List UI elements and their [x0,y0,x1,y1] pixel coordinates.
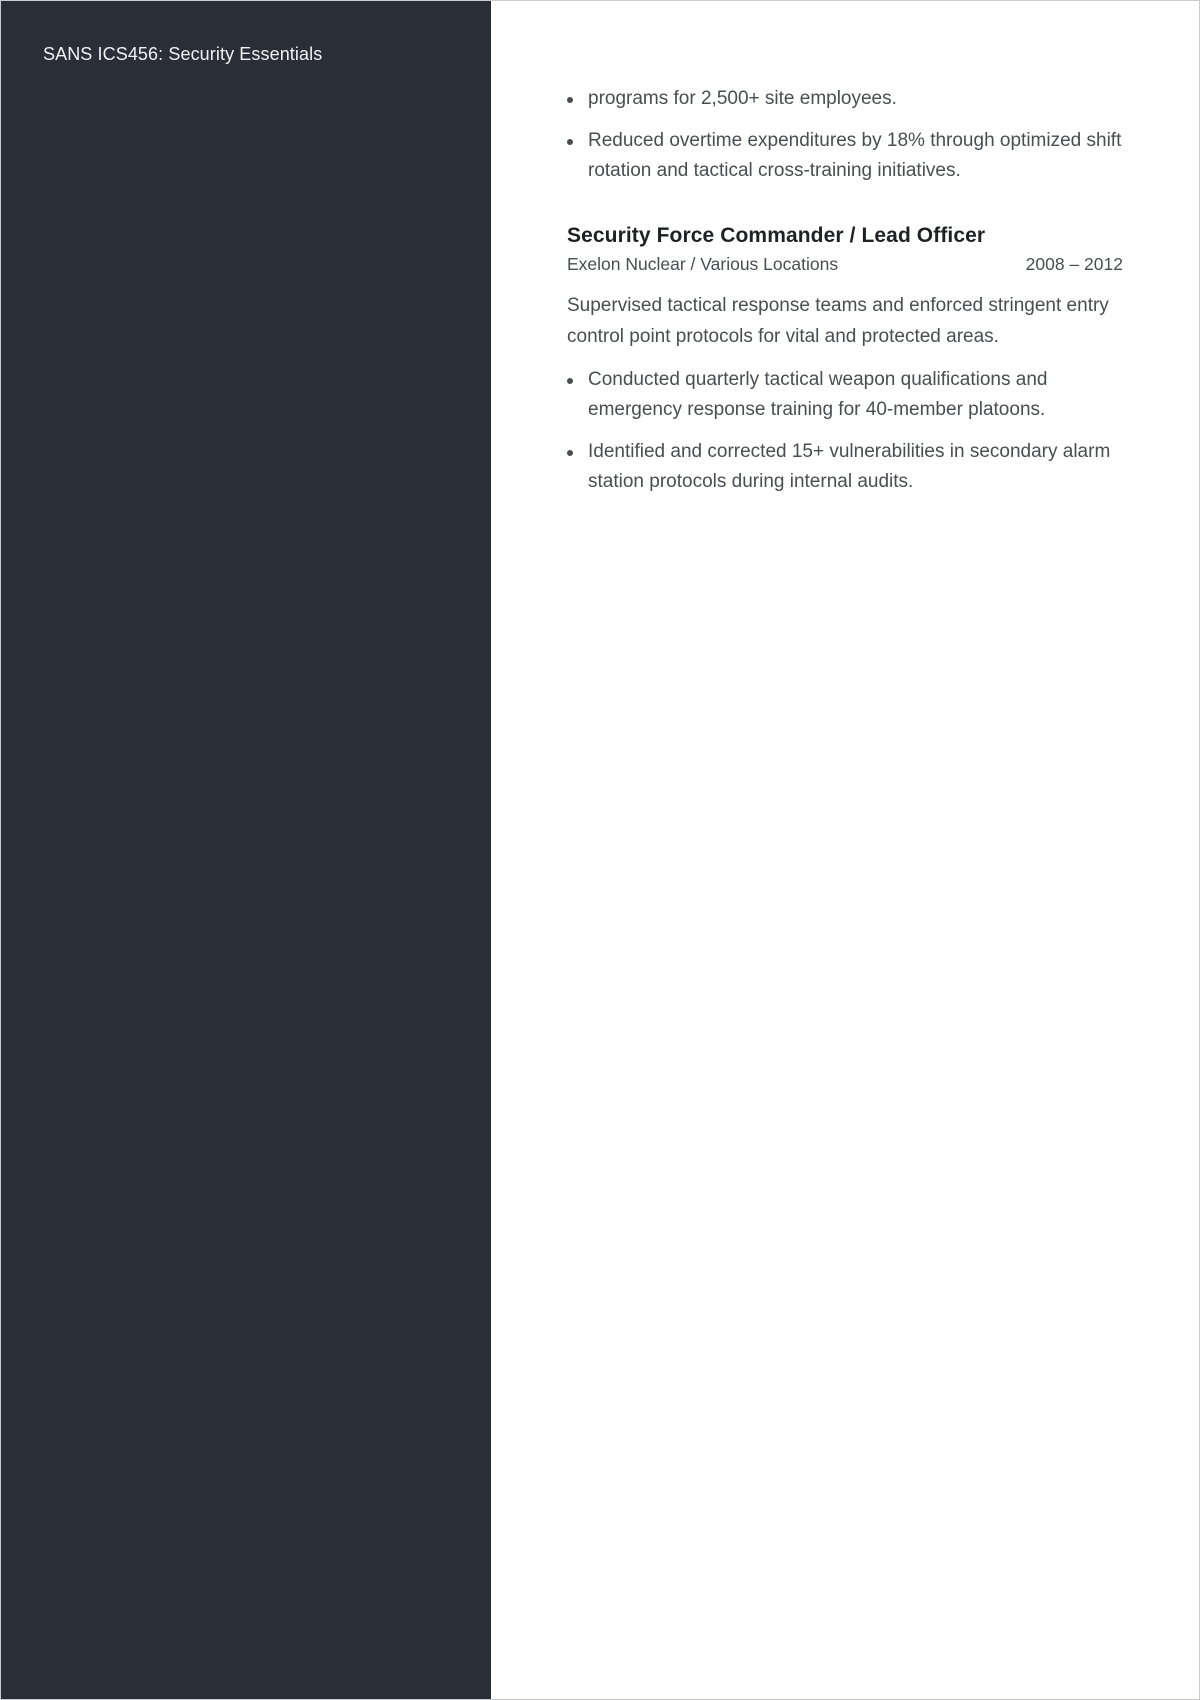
job-summary: Supervised tactical response teams and enforced stringent entry control point protocols for vital and protected areas. [567,295,1109,347]
certification-item: SANS ICS456: Security Essentials [43,44,323,64]
job-company: Exelon Nuclear / Various Locations [567,254,839,274]
bullet-icon [567,378,573,384]
bullet-text: programs for 2,500+ site employees. [588,88,897,109]
list-item [567,84,1123,114]
bullet-icon [567,450,573,456]
bullet-text: Reduced overtime expenditures by 18% through optimized shift rotation and tactical cross-training initiatives. [588,130,1122,181]
job-dates: 2008 – 2012 [1025,254,1123,274]
job-entry [567,222,1123,497]
list-item [567,126,1123,186]
main-content [491,1,1199,1699]
bullet-text: Conducted quarterly tactical weapon qualifications and emergency response training for 40-member platoons. [588,369,1048,420]
job-bullet-list [567,365,1123,497]
list-item [567,437,1123,497]
bullet-icon [567,97,573,103]
sidebar [1,1,491,1699]
continued-bullet-list [567,84,1123,186]
bullet-icon [567,139,573,145]
job-title: Security Force Commander / Lead Officer [567,224,986,247]
job-meta [567,252,1123,276]
bullet-text: Identified and corrected 15+ vulnerabilities in secondary alarm station protocols during internal audits. [588,441,1111,492]
list-item [567,365,1123,425]
